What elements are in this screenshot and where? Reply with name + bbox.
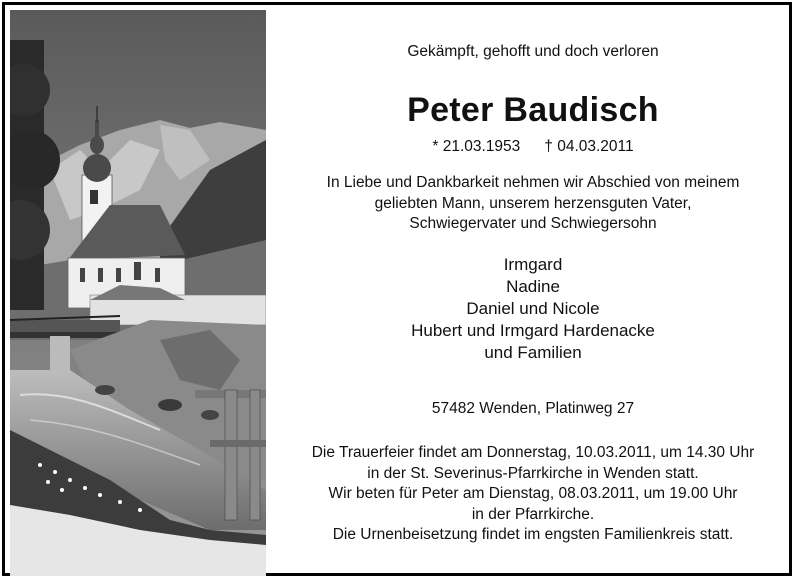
motto: Gekämpft, gehofft und doch verloren (407, 43, 659, 60)
mourner: Daniel und Nicole (466, 299, 600, 318)
obituary-frame (2, 2, 792, 576)
family-address: 57482 Wenden, Platinweg 27 (431, 400, 635, 417)
birth-date: * 21.03.1953 (432, 138, 521, 155)
mourners-list (273, 254, 793, 364)
deceased-name: Peter Baudisch (407, 91, 659, 129)
farewell-line: geliebten Mann, unserem herzensguten Vater, (374, 194, 692, 212)
service-info (273, 443, 793, 546)
farewell-line: In Liebe und Dankbarkeit nehmen wir Abschied von meinem (326, 174, 740, 191)
mourner: Hubert und Irmgard Hardenacke (411, 321, 655, 340)
farewell-text (273, 173, 793, 235)
farewell-line: Schwiegervater und Schwiegersohn (409, 215, 657, 232)
mourner: Nadine (506, 277, 560, 296)
service-line: in der Pfarrkirche. (471, 505, 595, 523)
service-line: in der St. Severinus-Pfarrkirche in Wenden statt. (367, 464, 699, 482)
service-line: Die Trauerfeier findet am Donnerstag, 10.03.2011, um 14.30 Uhr (311, 444, 755, 461)
death-date: † 04.03.2011 (544, 138, 634, 155)
mourner: Irmgard (503, 255, 563, 274)
life-dates (273, 138, 793, 156)
photo-illustration (10, 10, 266, 576)
service-line: Wir beten für Peter am Dienstag, 08.03.2011, um 19.00 Uhr (328, 485, 738, 502)
church-mountain-photo (10, 10, 266, 576)
mourner: und Familien (484, 343, 582, 362)
service-line: Die Urnenbeisetzung findet im engsten Familienkreis statt. (332, 526, 734, 543)
